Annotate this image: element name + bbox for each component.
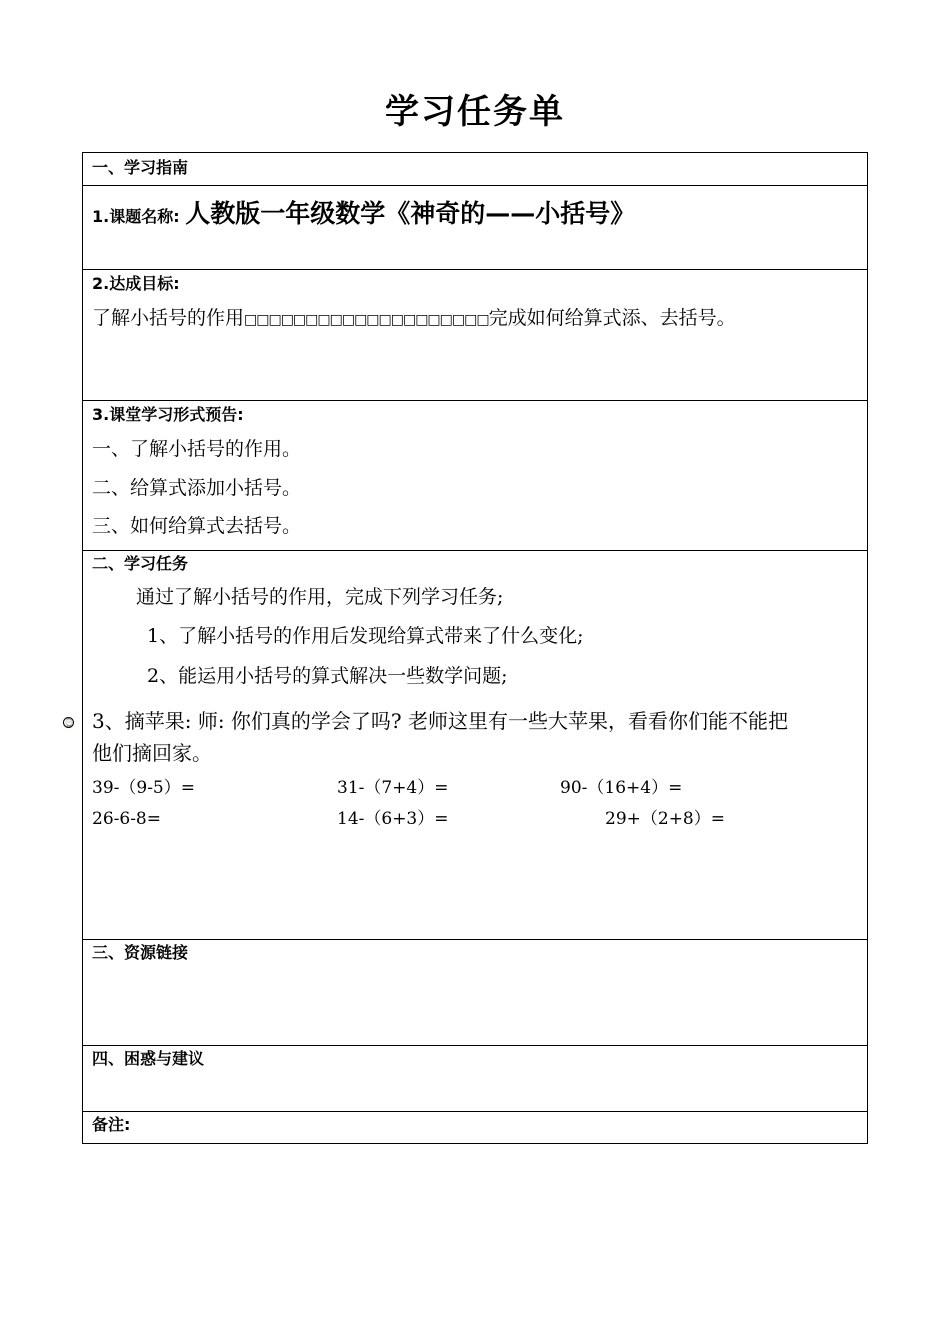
topic-value: 人教版一年级数学《神奇的——小括号》 (185, 199, 636, 228)
task-item-3-line-2: 他们摘回家。 (92, 741, 212, 765)
topic-row (83, 186, 867, 270)
section-questions-heading: 四、困惑与建议 (92, 1049, 205, 1068)
section-resources-heading: 三、资源链接 (92, 943, 189, 962)
goal-text-part-2: 完成如何给算式添、去括号。 (488, 307, 736, 329)
forms-item-3: 三、如何给算式去括号。 (92, 515, 302, 537)
tasks-intro: 通过了解小括号的作用，完成下列学习任务; (136, 586, 504, 608)
page-title: 学习任务单 (385, 92, 565, 132)
exercise-5: 14-（6+3）= (337, 809, 449, 829)
section-guide-heading: 一、学习指南 (92, 158, 189, 177)
goal-text-missing-glyphs: □□□□□□□□□□□□□□□□□□□□ (244, 312, 489, 328)
goal-label: 2.达成目标: (92, 274, 180, 293)
exercise-6: 29+（2+8）= (605, 809, 725, 829)
section-tasks-heading: 二、学习任务 (92, 554, 189, 573)
forms-label: 3.课堂学习形式预告: (92, 405, 244, 424)
task-item-2: 2、能运用小括号的算式解决一些数学问题; (147, 665, 508, 687)
task-sheet-table (82, 152, 868, 1144)
section-resources (83, 940, 867, 1046)
topic-field (92, 198, 635, 233)
forms-item-1: 一、了解小括号的作用。 (92, 438, 302, 460)
notes-row (83, 1112, 867, 1143)
section-tasks (83, 551, 867, 940)
topic-label: 1.课题名称: (92, 207, 180, 226)
forms-item-2: 二、给算式添加小括号。 (92, 477, 302, 499)
exercise-3: 90-（16+4）= (560, 778, 683, 798)
task-item-1: 1、了解小括号的作用后发现给算式带来了什么变化; (147, 625, 584, 647)
section-guide-header (83, 153, 867, 186)
exercise-4: 26-6-8= (92, 809, 161, 829)
task-item-3-line-1: 3、摘苹果: 师: 你们真的学会了吗? 老师这里有一些大苹果，看看你们能不能把 (92, 709, 788, 733)
notes-label: 备注: (92, 1115, 131, 1134)
goal-row (83, 270, 867, 401)
goal-text (92, 304, 736, 334)
exercise-1: 39-（9-5）= (92, 778, 195, 798)
goal-text-part-1: 了解小括号的作用 (92, 307, 245, 329)
exercise-2: 31-（7+4）= (337, 778, 449, 798)
section-questions (83, 1046, 867, 1112)
comment-marker-icon[interactable]: ⌚ (64, 718, 74, 727)
forms-row (83, 401, 867, 551)
